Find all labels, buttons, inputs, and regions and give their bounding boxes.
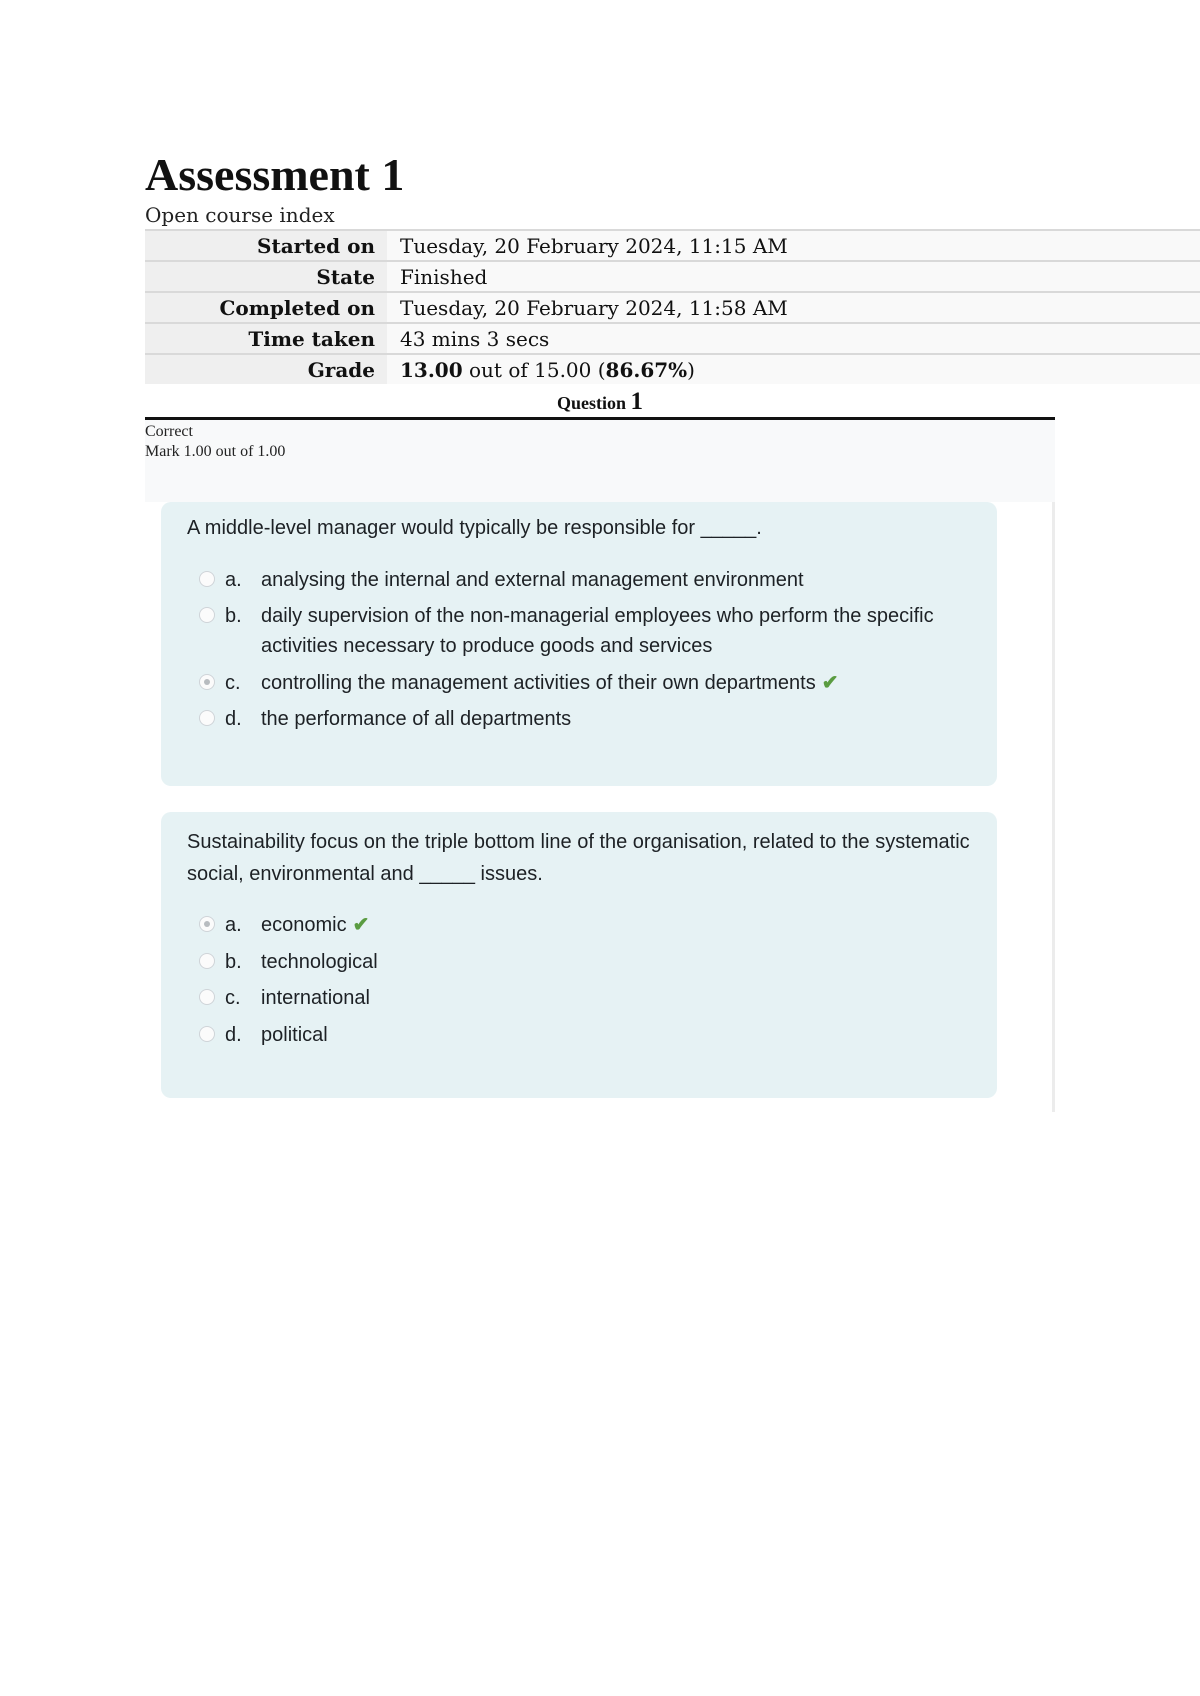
summary-value: Finished [387,261,1200,292]
summary-row-state [145,261,1200,292]
answer-option-d[interactable] [199,1020,967,1050]
summary-row-grade [145,354,1200,384]
summary-row-completed [145,292,1200,323]
answer-letter: a. [225,569,242,591]
question-status: Correct [145,423,193,440]
answer-text: the performance of all departments [261,708,572,730]
radio-button-selected[interactable] [199,916,215,932]
summary-row-time-taken [145,323,1200,354]
radio-button[interactable] [199,710,215,726]
question-card-1 [161,502,997,786]
summary-label: Grade [145,354,387,384]
radio-button[interactable] [199,989,215,1005]
radio-button[interactable] [199,607,215,623]
answer-letter: a. [225,914,242,936]
summary-label: State [145,261,387,292]
summary-label: Started on [145,230,387,261]
summary-value: Tuesday, 20 February 2024, 11:58 AM [387,292,1200,323]
answer-text [261,910,967,940]
grade-out-of: out of 15.00 ( [462,357,606,382]
answer-text: analysing the internal and external management environment [261,569,804,591]
summary-row-started [145,230,1200,261]
radio-button[interactable] [199,1026,215,1042]
question-text: Sustainability focus on the triple bottom line of the organisation, related to the systematic social, environmental and _____ issues. [187,831,970,885]
question-info [145,420,1055,502]
question-mark: Mark 1.00 out of 1.00 [145,443,286,460]
question-card-2 [161,812,997,1098]
answer-letter: d. [225,708,242,730]
answer-option-c[interactable] [199,668,967,698]
answer-text: technological [261,951,378,973]
summary-label: Completed on [145,292,387,323]
question-heading [145,389,1055,416]
summary-label: Time taken [145,323,387,354]
summary-value: 43 mins 3 secs [387,323,1200,354]
question-number: 1 [630,388,643,415]
summary-value: Tuesday, 20 February 2024, 11:15 AM [387,230,1200,261]
answer-letter: d. [225,1024,242,1046]
radio-button[interactable] [199,953,215,969]
answer-text: daily supervision of the non-managerial employees who perform the specific activities necessary to produce goods and services [261,605,934,657]
grade-value [387,354,1200,384]
answer-letter: c. [225,672,241,694]
answer-text [261,668,967,698]
grade-close-paren: ) [687,357,695,382]
answer-option-c[interactable] [199,983,967,1013]
answer-text-label: controlling the management activities of their own departments [261,672,816,694]
answer-text: international [261,987,370,1009]
question-heading-label: Question [556,393,631,413]
answer-letter: c. [225,987,241,1009]
answer-option-a[interactable] [199,910,967,940]
correct-check-icon: ✔ [821,672,839,694]
answer-text-label: economic [261,914,347,936]
radio-button[interactable] [199,571,215,587]
page-title: Assessment 1 [145,149,405,200]
radio-button-selected[interactable] [199,674,215,690]
answer-option-b[interactable] [199,601,967,661]
open-course-index-link[interactable]: Open course index [145,203,335,227]
answer-option-a[interactable] [199,565,967,595]
attempt-summary-table [145,229,1200,384]
answer-letter: b. [225,605,242,627]
answer-option-d[interactable] [199,704,967,734]
grade-score: 13.00 [400,357,463,382]
answer-letter: b. [225,951,242,973]
grade-percent: 86.67% [605,357,688,382]
correct-check-icon: ✔ [352,914,370,936]
answer-text: political [261,1024,328,1046]
answer-option-b[interactable] [199,947,967,977]
question-text: A middle-level manager would typically be responsible for _____. [187,517,762,539]
